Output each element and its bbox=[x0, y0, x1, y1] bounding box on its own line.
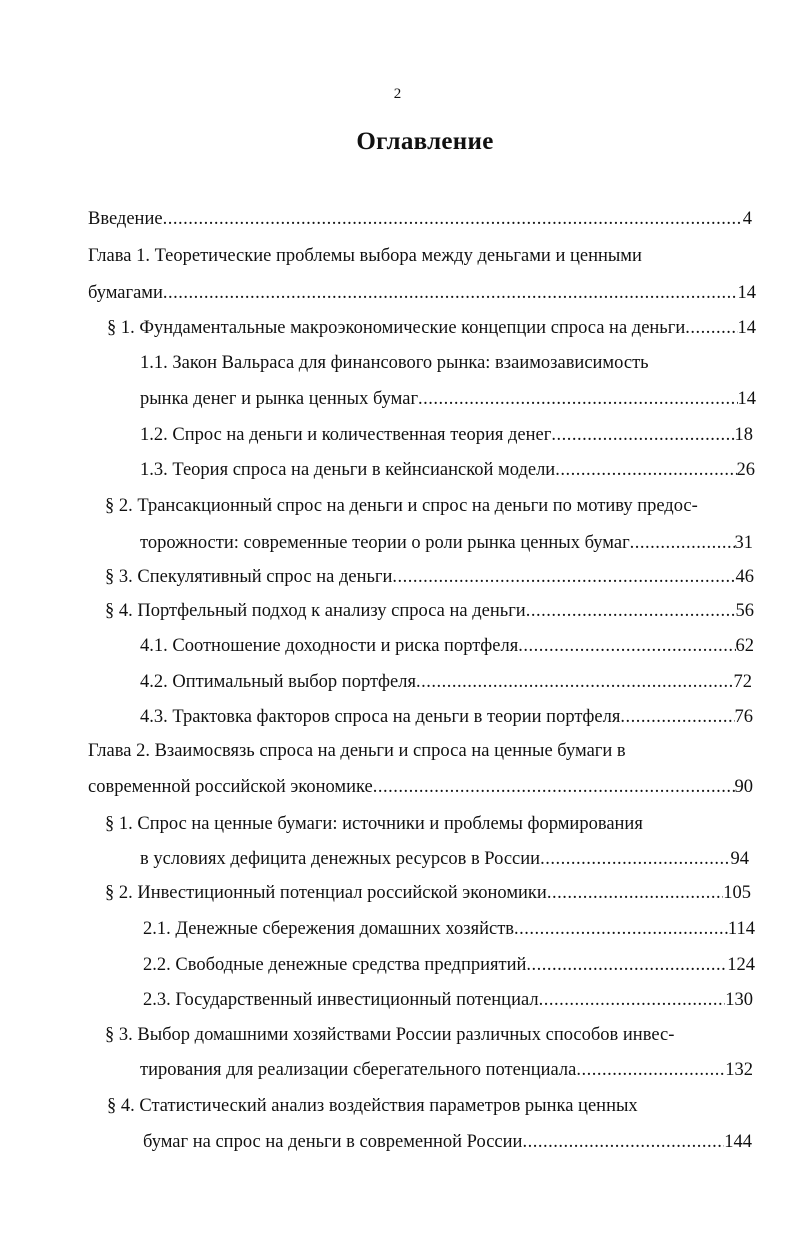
page-number: 2 bbox=[393, 86, 402, 102]
toc-entry-text: § 4. Портфельный подход к анализу спроса на деньги bbox=[105, 601, 526, 621]
toc-entry bbox=[140, 530, 753, 556]
toc-leader bbox=[518, 633, 735, 659]
toc-entry-page: 14 bbox=[737, 389, 756, 409]
toc-leader bbox=[555, 457, 736, 483]
toc-leader bbox=[620, 704, 734, 730]
toc-entry-text: Глава 2. Взаимосвязь спроса на деньги и спроса на ценные бумаги в bbox=[88, 741, 626, 761]
toc-entry-page: 90 bbox=[734, 777, 753, 797]
toc-entry-text: Глава 1. Теоретические проблемы выбора между деньгами и ценными bbox=[88, 246, 642, 266]
toc-leader bbox=[163, 206, 743, 232]
toc-entry bbox=[140, 704, 753, 730]
toc-entry-text: § 1. Спрос на ценные бумаги: источники и проблемы формирования bbox=[105, 814, 643, 834]
toc-entry-page: 76 bbox=[734, 707, 753, 727]
toc-entry-text: § 2. Трансакционный спрос на деньги и спрос на деньги по мотиву предос- bbox=[105, 496, 698, 516]
toc-entry bbox=[107, 315, 756, 341]
toc-entry bbox=[140, 669, 752, 695]
toc-entry-page: 124 bbox=[727, 955, 755, 975]
toc-entry-text: тирования для реализации сберегательного потенциала bbox=[140, 1060, 577, 1080]
toc-entry bbox=[140, 846, 749, 872]
toc-entry-text: торожности: современные теории о роли рынка ценных бумаг bbox=[140, 533, 630, 553]
toc-entry-text: бумагами bbox=[88, 283, 163, 303]
toc-entry-page: 94 bbox=[730, 849, 749, 869]
toc-entry-text: 4.1. Соотношение доходности и риска портфеля bbox=[140, 636, 519, 656]
toc-entry-page: 132 bbox=[725, 1060, 753, 1080]
toc-entry bbox=[143, 916, 755, 942]
toc-entry-page: 46 bbox=[735, 567, 754, 587]
toc-entry-page: 105 bbox=[723, 883, 751, 903]
toc-leader bbox=[539, 987, 726, 1013]
toc-leader bbox=[418, 386, 737, 412]
toc-entry-page: 72 bbox=[733, 672, 752, 692]
toc-entry bbox=[140, 422, 753, 448]
toc-leader bbox=[551, 422, 734, 448]
toc-entry-text: 2.2. Свободные денежные средства предприятий bbox=[143, 955, 527, 975]
toc-entry-text: § 3. Выбор домашними хозяйствами России различных способов инвес- bbox=[105, 1025, 675, 1045]
toc-entry-page: 114 bbox=[727, 919, 755, 939]
toc-leader bbox=[526, 952, 727, 978]
toc-entry bbox=[140, 633, 754, 659]
toc-entry-text: рынка денег и рынка ценных бумаг bbox=[140, 389, 419, 409]
toc-entry-text: 1.3. Теория спроса на деньги в кейнсианской модели bbox=[140, 460, 556, 480]
toc-entry bbox=[105, 598, 754, 624]
toc-entry-text: 1.2. Спрос на деньги и количественная теория денег bbox=[140, 425, 552, 445]
toc-entry bbox=[88, 774, 753, 800]
toc-entry bbox=[140, 457, 755, 483]
toc-entry-page: 26 bbox=[736, 460, 755, 480]
toc-entry-text: 4.2. Оптимальный выбор портфеля bbox=[140, 672, 416, 692]
toc-entry-page: 18 bbox=[734, 425, 753, 445]
toc-entry-text: 2.1. Денежные сбережения домашних хозяйств bbox=[143, 919, 515, 939]
toc-entry-text: современной российской экономике bbox=[88, 777, 373, 797]
toc-entry-text: § 1. Фундаментальные макроэкономические концепции спроса на деньги bbox=[107, 318, 686, 338]
toc-entry bbox=[88, 206, 752, 232]
toc-entry-text: в условиях дефицита денежных ресурсов в России bbox=[140, 849, 541, 869]
toc-entry-page: 144 bbox=[724, 1132, 752, 1152]
toc-entry-text: 4.3. Трактовка факторов спроса на деньги в теории портфеля bbox=[140, 707, 621, 727]
toc-entry bbox=[143, 987, 753, 1013]
toc-leader bbox=[416, 669, 734, 695]
toc-entry-text: 2.3. Государственный инвестиционный потенциал bbox=[143, 990, 539, 1010]
toc-entry bbox=[143, 1129, 752, 1155]
toc-entry-page: 31 bbox=[734, 533, 753, 553]
toc-entry-page: 4 bbox=[742, 209, 752, 229]
toc-leader bbox=[526, 598, 736, 624]
toc-entry bbox=[88, 280, 756, 306]
toc-leader bbox=[540, 846, 730, 872]
page-title: Оглавление bbox=[356, 128, 494, 155]
toc-entry bbox=[105, 880, 751, 906]
toc-entry-text: § 2. Инвестиционный потенциал российской экономики bbox=[105, 883, 547, 903]
toc-leader bbox=[514, 916, 728, 942]
toc-leader bbox=[522, 1129, 724, 1155]
toc-leader bbox=[163, 280, 738, 306]
toc-leader bbox=[685, 315, 737, 341]
toc-leader bbox=[392, 564, 735, 590]
toc-entry-text: § 4. Статистический анализ воздействия параметров рынка ценных bbox=[107, 1096, 638, 1116]
toc-entry bbox=[143, 952, 755, 978]
toc-leader bbox=[547, 880, 723, 906]
toc-entry-text: 1.1. Закон Вальраса для финансового рынка: взаимозависимость bbox=[140, 353, 649, 373]
toc-entry-page: 62 bbox=[735, 636, 754, 656]
toc-entry bbox=[105, 564, 754, 590]
toc-entry-page: 130 bbox=[725, 990, 753, 1010]
toc-leader bbox=[373, 774, 735, 800]
toc-entry-text: § 3. Спекулятивный спрос на деньги bbox=[105, 567, 393, 587]
toc-leader bbox=[630, 530, 735, 556]
toc-entry bbox=[140, 386, 756, 412]
toc-entry-text: Введение bbox=[88, 209, 163, 229]
toc-entry-page: 14 bbox=[737, 318, 756, 338]
toc-entry-page: 56 bbox=[735, 601, 754, 621]
toc-entry-page: 14 bbox=[737, 283, 756, 303]
toc-entry-text: бумаг на спрос на деньги в современной России bbox=[143, 1132, 523, 1152]
toc-leader bbox=[576, 1057, 725, 1083]
toc-entry bbox=[140, 1057, 753, 1083]
